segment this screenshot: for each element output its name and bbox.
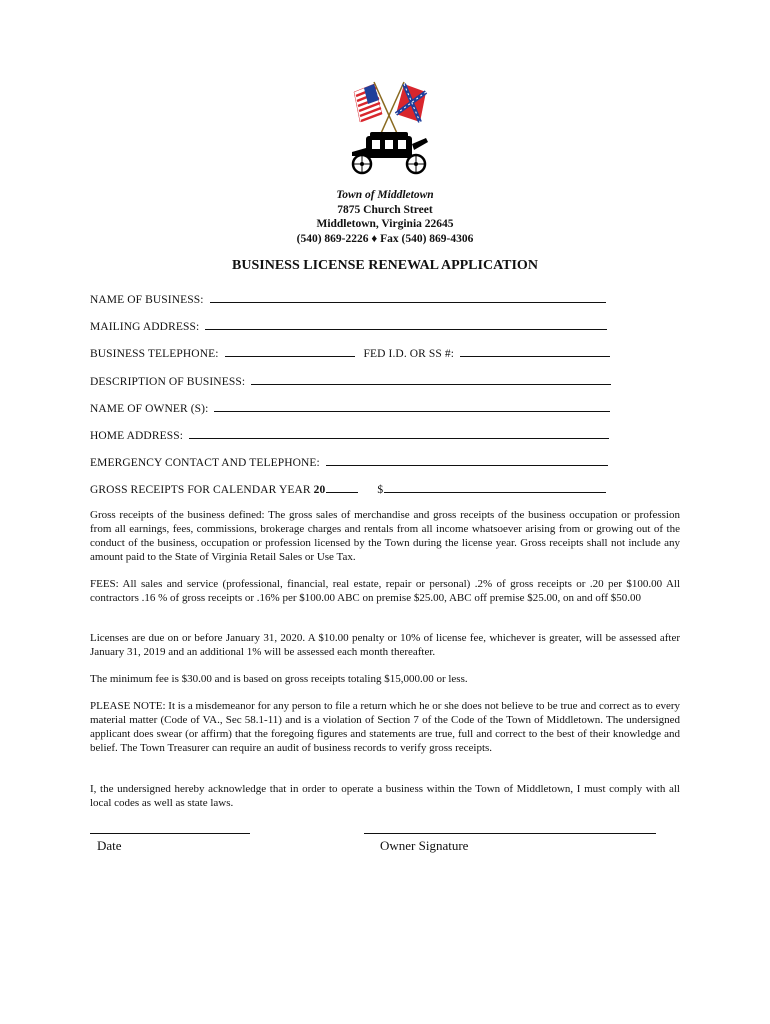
owner-signature-label: Owner Signature <box>380 838 469 853</box>
mailing-address-row <box>90 318 607 333</box>
gross-receipts-row <box>90 481 606 496</box>
town-name: Town of Middletown <box>336 189 434 201</box>
owner-label: NAME OF OWNER (S): <box>90 403 209 415</box>
home-address-input[interactable] <box>189 427 609 439</box>
name-of-business-input[interactable] <box>210 291 606 303</box>
emergency-contact-input[interactable] <box>326 454 608 466</box>
business-telephone-input[interactable] <box>225 345 355 357</box>
stagecoach-with-flags-icon <box>344 78 434 176</box>
owner-signature-line[interactable] <box>364 833 656 834</box>
fax-number: Fax (540) 869-4306 <box>380 232 474 245</box>
minimum-fee-paragraph: The minimum fee is $30.00 and is based on gross receipts totaling $15,000.00 or less. <box>90 673 468 685</box>
year-input[interactable] <box>326 481 358 493</box>
year-prefix: 20 <box>313 484 326 496</box>
owner-input[interactable] <box>214 400 610 412</box>
description-label: DESCRIPTION OF BUSINESS: <box>90 376 246 388</box>
please-note-paragraph: PLEASE NOTE: It is a misdemeanor for any person to file a return which he or she does not believe to be true and correct as to every material matter (Code of VA., Sec 58.1-11) and is a violation of Section 7 of the Code of the Town of Middletown. The undersigned applicant does swear (or affirm) that the foregoing figures and statements are true, full and correct to the best of their knowledge and belief. The Town Treasurer can require an audit of business records to verify gross receipts. <box>90 700 680 754</box>
business-telephone-label: BUSINESS TELEPHONE: <box>90 348 219 360</box>
due-date-paragraph: Licenses are due on or before January 31, 2020. A $10.00 penalty or 10% of license fee, whichever is greater, will be assessed after January 31, 2019 and an additional 1% will be assessed each month thereafter. <box>90 632 680 658</box>
phone-number: (540) 869-2226 <box>296 232 369 245</box>
gross-receipts-label: GROSS RECEIPTS FOR CALENDAR YEAR <box>90 484 311 496</box>
name-of-business-label: NAME OF BUSINESS: <box>90 294 204 306</box>
fees-paragraph: FEES: All sales and service (professional, financial, real estate, repair or personal) .2% of gross receipts or .20 per $100.00 All contractors .16 % of gross receipts or .16% per $100.00 ABC on premise $25.00, ABC off premise $25.00, on and off $50.00 <box>90 578 680 604</box>
description-input[interactable] <box>251 373 611 385</box>
emergency-contact-label: EMERGENCY CONTACT AND TELEPHONE: <box>90 457 320 469</box>
home-address-row <box>90 427 609 442</box>
form-title: BUSINESS LICENSE RENEWAL APPLICATION <box>232 258 538 273</box>
dollar-sign: $ <box>377 484 384 496</box>
description-row <box>90 373 611 388</box>
city-state-zip: Middletown, Virginia 22645 <box>316 218 454 230</box>
diamond-separator-icon: ♦ <box>371 232 378 245</box>
name-of-business-row <box>90 291 606 306</box>
business-telephone-row <box>90 345 610 360</box>
gross-receipts-amount-input[interactable] <box>384 481 606 493</box>
gross-receipts-definition: Gross receipts of the business defined: The gross sales of merchandise and gross receipts of the business occupation or profession from all earnings, fees, commissions, brokerage charges and rentals from all income whatsoever arising from or growing out of the conduct of the business, occupation or profession licensed by the Town during the license year. Gross receipts shall not include any amount paid to the State of Virginia Retail Sales or Use Tax. <box>90 509 680 563</box>
mailing-address-label: MAILING ADDRESS: <box>90 321 200 333</box>
letterhead <box>0 188 770 246</box>
fed-id-label: FED I.D. OR SS #: <box>363 348 455 360</box>
fed-id-input[interactable] <box>460 345 610 357</box>
date-signature-line[interactable] <box>90 833 250 834</box>
contact-line <box>0 232 770 247</box>
date-label: Date <box>97 838 122 853</box>
owner-row <box>90 400 610 415</box>
mailing-address-input[interactable] <box>205 318 607 330</box>
home-address-label: HOME ADDRESS: <box>90 430 183 442</box>
street-address: 7875 Church Street <box>337 203 433 216</box>
acknowledgement-paragraph: I, the undersigned hereby acknowledge that in order to operate a business within the Town of Middletown, I must comply with all local codes as well as state laws. <box>90 783 680 809</box>
emergency-contact-row <box>90 454 608 469</box>
